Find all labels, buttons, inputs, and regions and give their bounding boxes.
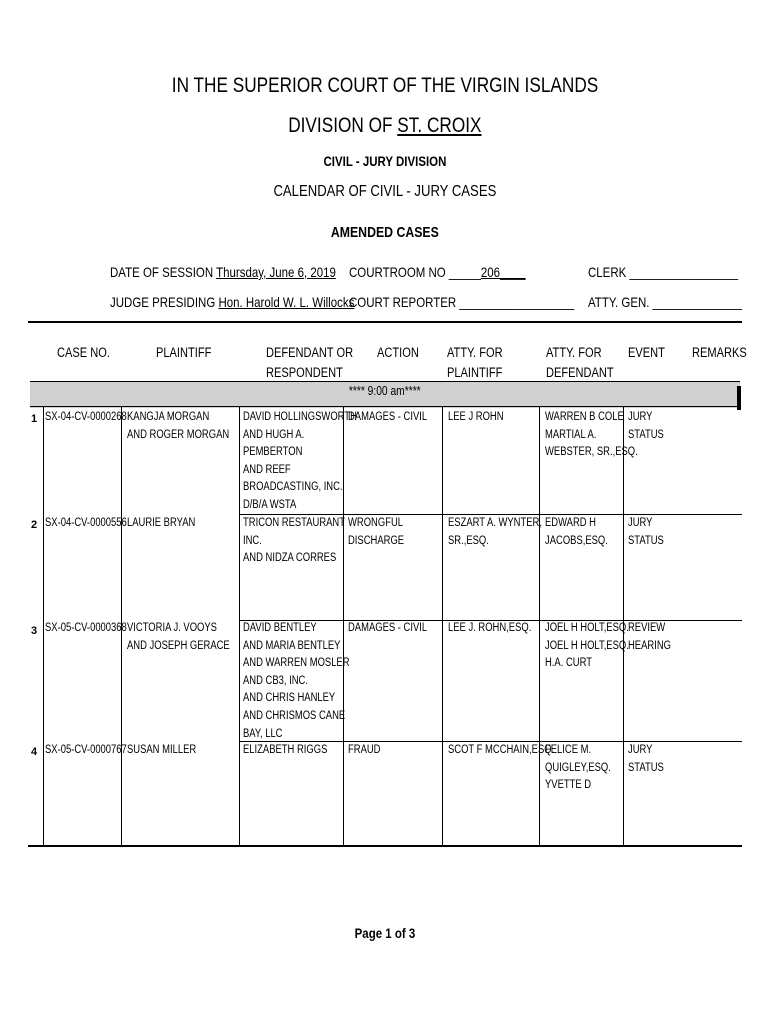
atty-defendant-cell: JOEL H HOLT,ESQ. JOEL H HOLT,ESQ. H.A. CURT <box>545 622 629 670</box>
plaintiff-cell: KANGJA MORGAN AND ROGER MORGAN <box>127 411 230 441</box>
event-cell: REVIEW HEARING <box>628 622 671 652</box>
defendant-cell: ELIZABETH RIGGS <box>243 744 328 756</box>
case-number: SX-05-CV-0000368 <box>45 622 127 634</box>
atty-defendant-cell: WARREN B COLE MARTIAL A. WEBSTER, SR.,ESQ. <box>545 411 638 459</box>
division-title: DIVISION OF ST. CROIX <box>288 114 482 137</box>
calendar-title: CALENDAR OF CIVIL - JURY CASES <box>273 183 497 200</box>
grid-line <box>539 407 540 845</box>
header-rule <box>28 321 742 323</box>
court-title: IN THE SUPERIOR COURT OF THE VIRGIN ISLANDS <box>171 74 599 97</box>
event-cell: JURY STATUS <box>628 411 664 441</box>
col-atty-defendant: ATTY. FOR DEFENDANT <box>546 345 614 380</box>
col-atty-plaintiff: ATTY. FOR PLAINTIFF <box>447 345 503 380</box>
case-number: SX-04-CV-0000556 <box>45 517 127 529</box>
defendant-cell: DAVID BENTLEY AND MARIA BENTLEY AND WARREN MOSLER AND CB3, INC. AND CHRIS HANLEY AND CHRISMOS CANE BAY, LLC <box>243 622 350 740</box>
atty-plaintiff-cell: LEE J ROHN <box>448 411 504 423</box>
atty-gen: ATTY. GEN. ______________ <box>588 294 743 310</box>
clerk-field: CLERK _________________ <box>588 264 739 280</box>
event-cell: JURY STATUS <box>628 517 664 547</box>
plaintiff-cell: VICTORIA J. VOOYS AND JOSEPH GERACE <box>127 622 230 652</box>
atty-plaintiff-cell: LEE J. ROHN,ESQ. <box>448 622 532 634</box>
row-number: 4 <box>31 746 38 758</box>
case-number: SX-05-CV-0000767 <box>45 744 127 756</box>
page-number: Page 1 of 3 <box>354 925 416 941</box>
subdivision-title: CIVIL - JURY DIVISION <box>323 153 447 169</box>
col-event: EVENT <box>628 345 665 360</box>
action-cell: DAMAGES - CIVIL <box>348 411 428 423</box>
col-defendant: DEFENDANT OR RESPONDENT <box>266 345 354 380</box>
courtroom-no: COURTROOM NO _____206____ <box>349 264 526 280</box>
date-of-session: DATE OF SESSION Thursday, June 6, 2019 <box>110 264 336 280</box>
action-cell: DAMAGES - CIVIL <box>348 622 428 634</box>
col-case-no: CASE NO. <box>57 345 110 360</box>
atty-defendant-cell: EDWARD H JACOBS,ESQ. <box>545 517 608 547</box>
plaintiff-cell: LAURIE BRYAN <box>127 517 196 529</box>
atty-plaintiff-cell: ESZART A. WYNTER, SR.,ESQ. <box>448 517 542 547</box>
table-bottom-rule <box>28 845 742 847</box>
action-cell: FRAUD <box>348 744 381 756</box>
time-band-rule <box>30 406 740 407</box>
court-reporter: COURT REPORTER __________________ <box>349 294 575 310</box>
defendant-cell: TRICON RESTAURANT INC. AND NIDZA CORRES <box>243 517 345 565</box>
atty-plaintiff-cell: SCOT F MCCHAIN,ESQ. <box>448 744 555 756</box>
row-number: 1 <box>31 413 38 425</box>
judge-presiding: JUDGE PRESIDING Hon. Harold W. L. Willocks <box>110 294 355 310</box>
plaintiff-cell: SUSAN MILLER <box>127 744 197 756</box>
amended-cases-heading: AMENDED CASES <box>331 224 439 241</box>
grid-line <box>43 407 44 845</box>
time-band-label: **** 9:00 am**** <box>349 384 421 398</box>
grid-line <box>442 407 443 845</box>
col-plaintiff: PLAINTIFF <box>156 345 212 360</box>
row-number: 3 <box>31 625 38 637</box>
event-cell: JURY STATUS <box>628 744 664 774</box>
row-number: 2 <box>31 519 38 531</box>
division-place: ST. CROIX <box>397 114 482 137</box>
col-action: ACTION <box>377 345 419 360</box>
atty-defendant-cell: FELICE M. QUIGLEY,ESQ. YVETTE D <box>545 744 611 792</box>
col-remarks: REMARKS <box>692 345 747 360</box>
grid-line <box>239 407 240 845</box>
case-number: SX-04-CV-0000268 <box>45 411 127 423</box>
defendant-cell: DAVID HOLLINGSWORTH AND HUGH A. PEMBERTON AND REEF BROADCASTING, INC. D/B/A WSTA <box>243 411 357 511</box>
action-cell: WRONGFUL DISCHARGE <box>348 517 405 547</box>
